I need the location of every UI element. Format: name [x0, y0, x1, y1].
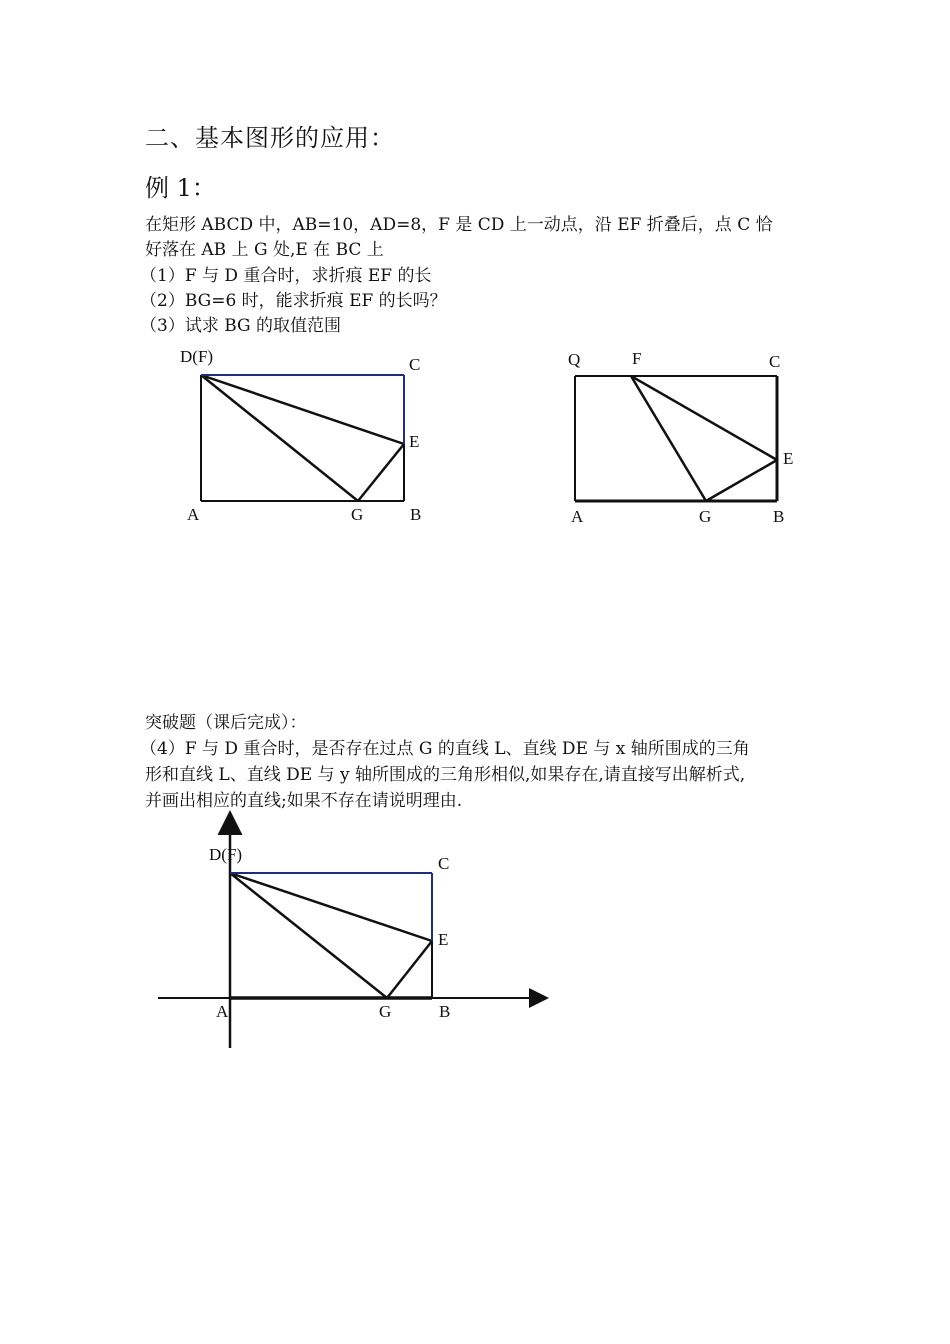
label-C: C	[409, 355, 421, 374]
example-title: 例 1：	[145, 174, 216, 202]
label-G: G	[379, 1002, 392, 1021]
label-C: C	[769, 352, 781, 371]
question-2: （2）BG=6 时，能求折痕 EF 的长吗？	[140, 291, 447, 311]
label-G: G	[351, 505, 364, 524]
figure-3	[150, 805, 560, 1055]
figure-1	[170, 340, 440, 530]
label-G: G	[699, 507, 712, 526]
edge-GE	[706, 460, 777, 501]
label-C: C	[438, 854, 450, 873]
label-D: D(F)	[209, 845, 243, 864]
breakthrough-line-2: 形和直线 L、直线 DE 与 y 轴所围成的三角形相似,如果存在,请直接写出解析式,	[145, 765, 746, 785]
label-A: A	[187, 505, 200, 524]
label-B: B	[773, 507, 785, 526]
question-3: （3）试求 BG 的取值范围	[140, 316, 342, 336]
label-A: A	[571, 507, 584, 526]
label-Q: Q	[568, 350, 581, 369]
label-E: E	[438, 930, 449, 949]
edge-DE	[201, 375, 404, 444]
label-A: A	[216, 1002, 229, 1021]
label-E: E	[783, 449, 794, 468]
question-1: （1）F 与 D 重合时，求折痕 EF 的长	[140, 266, 432, 286]
edge-DG	[201, 375, 358, 501]
label-F: F	[632, 349, 642, 368]
edge-DE	[230, 873, 432, 941]
label-B: B	[410, 505, 422, 524]
edge-FE	[631, 376, 777, 460]
breakthrough-title: 突破题（课后完成）：	[145, 713, 307, 733]
edge-GE	[387, 941, 432, 998]
breakthrough-line-3: 并画出相应的直线;如果不存在请说明理由.	[145, 791, 463, 811]
label-E: E	[409, 432, 420, 451]
breakthrough-line-1: （4）F 与 D 重合时，是否存在过点 G 的直线 L、直线 DE 与 x 轴所围成的三角	[140, 739, 750, 759]
edge-GE	[358, 444, 404, 501]
figure-2	[555, 340, 815, 530]
edge-FG	[631, 376, 706, 501]
problem-line-1: 在矩形 ABCD 中，AB=10，AD=8，F 是 CD 上一动点，沿 EF 折叠后，点 C 恰	[145, 215, 773, 235]
problem-line-2: 好落在 AB 上 G 处,E 在 BC 上	[145, 240, 384, 260]
label-B: B	[439, 1002, 451, 1021]
label-D: D(F)	[180, 347, 214, 366]
section-title: 二、基本图形的应用：	[145, 124, 395, 152]
edge-DG	[230, 873, 387, 998]
